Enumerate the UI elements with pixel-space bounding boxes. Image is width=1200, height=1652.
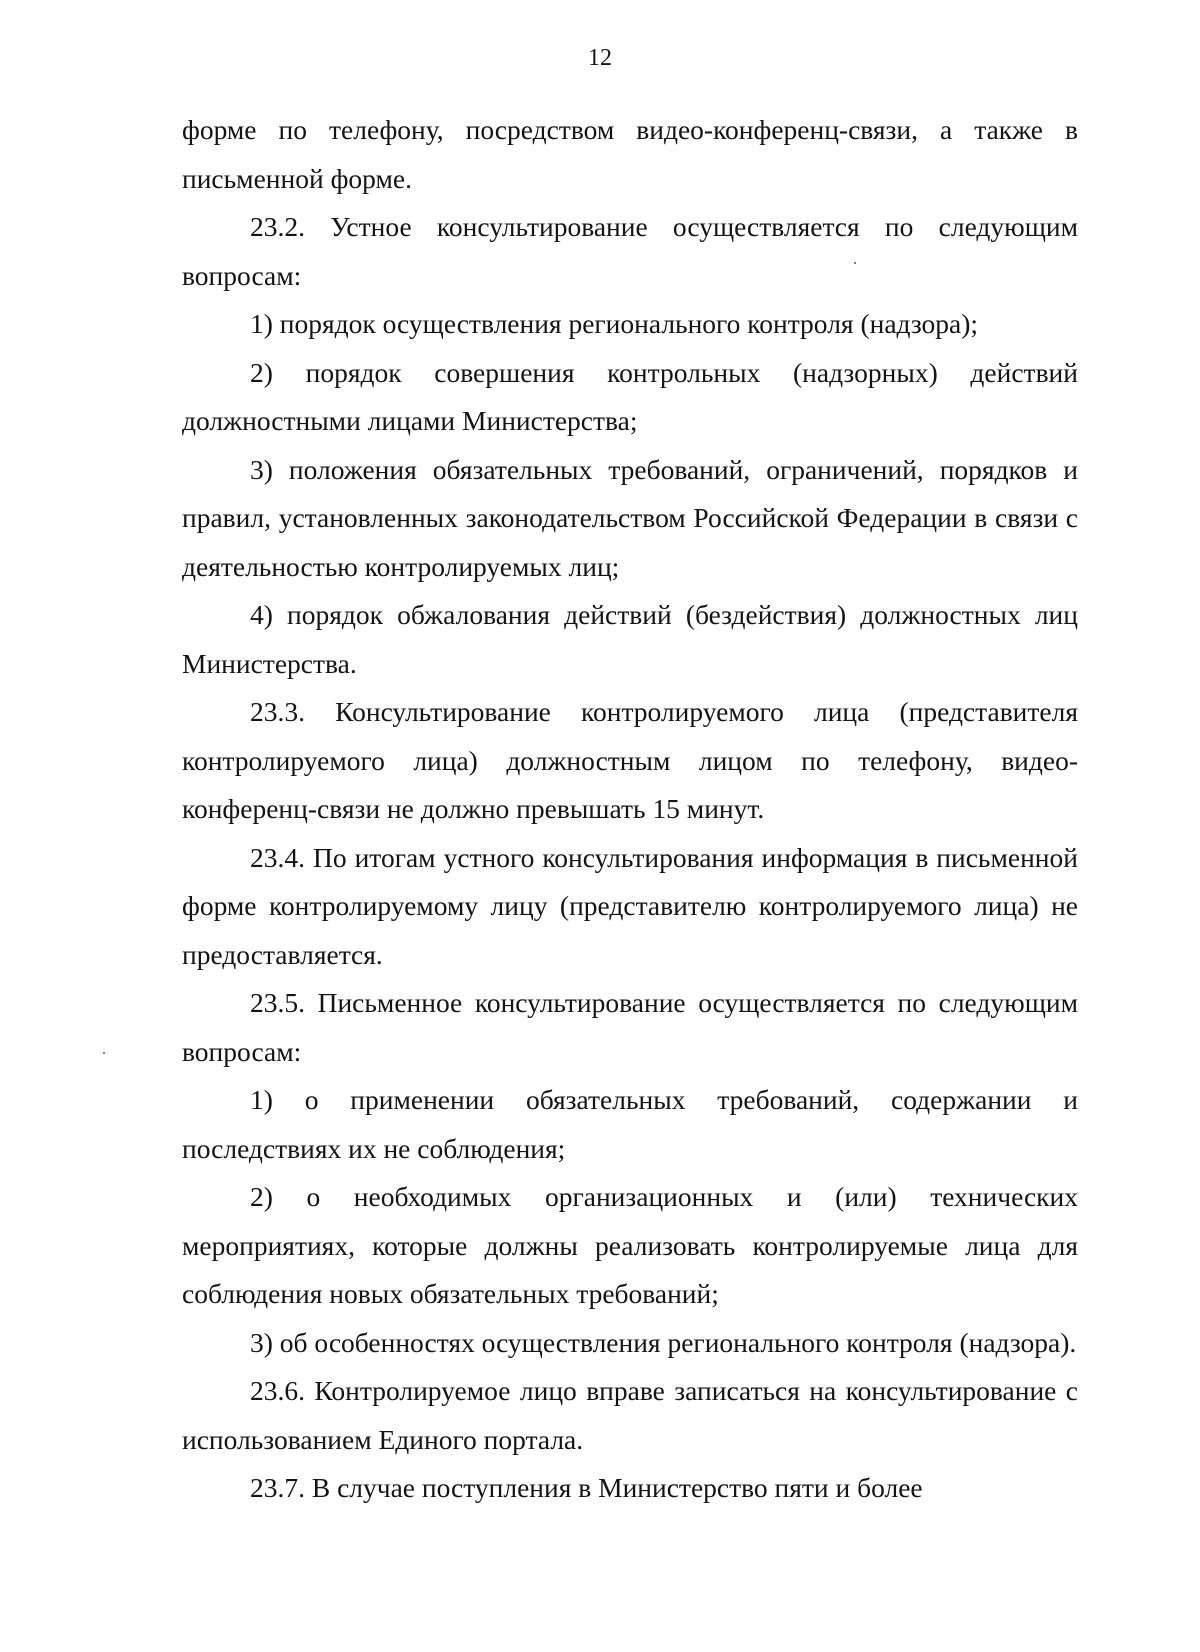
paragraph-23-4: 23.4. По итогам устного консультирования информация в письменной форме контролируемому лицу (представителю контролируемого лица) не предоставляется. [182, 841, 1078, 970]
list-item-oral-4: 4) порядок обжалования действий (бездействия) должностных лиц Министерства. [182, 599, 1078, 679]
paragraph-23-6: 23.6. Контролируемое лицо вправе записаться на консультирование с использованием Единого портала. [182, 1375, 1078, 1455]
list-item-oral-3: 3) положения обязательных требований, ограничений, порядков и правил, установленных законодательством Российской Федерации в связи с деятельностью контролируемых лиц; [182, 453, 1078, 582]
paragraph-23-3: 23.3. Консультирование контролируемого лица (представителя контролируемого лица) должностным лицом по телефону, видео-конференц-связи не должно превышать 15 минут. [182, 696, 1078, 824]
paragraph-23-5: 23.5. Письменное консультирование осуществляется по следующим вопросам: [182, 987, 1078, 1067]
list-item-oral-1: 1) порядок осуществления регионального контроля (надзора); [250, 308, 979, 339]
page-number: 12 [588, 45, 612, 71]
list-item-oral-2: 2) порядок совершения контрольных (надзорных) действий должностными лицами Министерства; [182, 356, 1078, 436]
list-item-written-3: 3) об особенностях осуществления регионального контроля (надзора). [250, 1326, 1077, 1358]
scan-speck [103, 1052, 105, 1054]
scan-speck [854, 262, 856, 264]
document-body [182, 106, 1078, 1513]
paragraph-23-2: 23.2. Устное консультирование осуществляется по следующим вопросам: [182, 211, 1078, 291]
paragraph-23-7: 23.7. В случае поступления в Министерство пяти и более [250, 1472, 923, 1503]
paragraph-continuation: форме по телефону, посредством видео-конференц-связи, а также в письменной форме. [182, 114, 1078, 194]
list-item-written-2: 2) о необходимых организационных и (или) технических мероприятиях, которые должны реализовать контролируемые лица для соблюдения новых обязательных требований; [182, 1181, 1078, 1309]
list-item-written-1: 1) о применении обязательных требований, содержании и последствиях их не соблюдения; [182, 1084, 1078, 1164]
